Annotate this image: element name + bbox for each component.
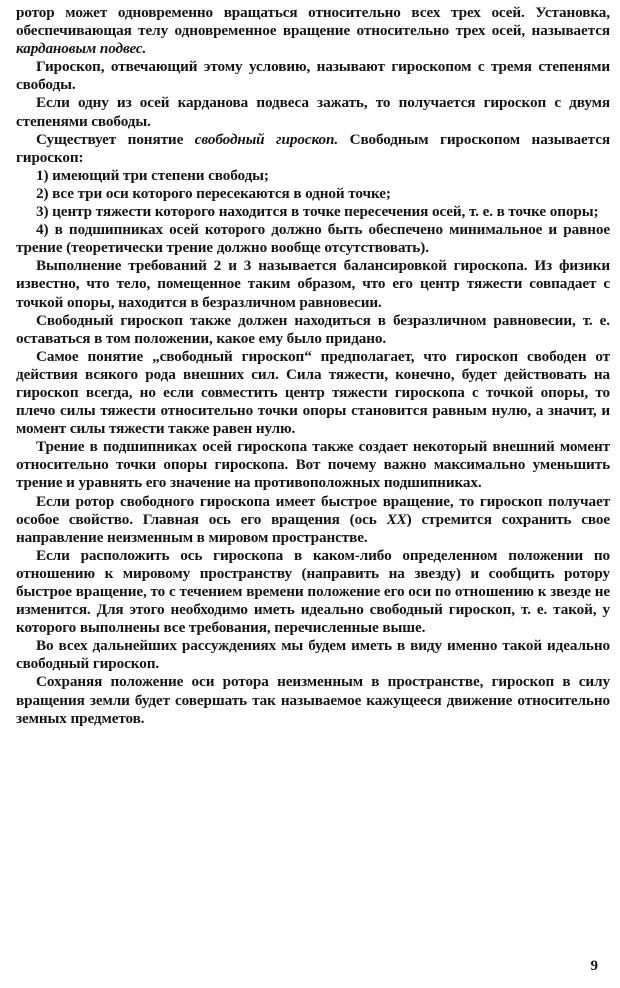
free-gyro-post: Свободным гироскопом называется гироскоп: (16, 130, 610, 166)
paragraph-free-gyroscope-definition (16, 131, 610, 167)
paragraph-external-forces: Самое понятие „свободный гироскоп“ предполагает, что гироскоп свободен от действия всякого рода внешних сил. Сила тяжести, конечно, будет действовать на гироскоп всегда, но если совместить центр тяжести гироскопа с точкой опоры, то плечо силы тяжести относительно точки опоры становится равным нулю, а значит, и момент силы тяжести также равен нулю. (16, 347, 610, 438)
paragraph-apparent-motion: Сохраняя положение оси ротора неизменным в пространстве, гироскоп в силу вращения земли будет совершать так называемое кажущееся движение относительно земных предметов. (16, 673, 610, 727)
paragraph-rotor-axes (16, 4, 610, 58)
paragraph-friction: Трение в подшипниках осей гироскопа также создает некоторый внешний момент относительно точки опоры гироскопа. Вот почему важно максимально уменьшить трение и уравнять его значение на противоположных подшипниках. (16, 438, 610, 492)
paragraph-rotor-axes-text: ротор может одновременно вращаться относительно всех трех осей. Установка, обеспечивающая телу одновременное вращение относительно трех осей, называется (16, 4, 610, 40)
list-item-2: 2) все три оси которого пересекаются в одной точке; (36, 184, 391, 202)
paragraph-three-degrees: Гироскоп, отвечающий этому условию, называют гироскопом с тремя степенями свободы. (16, 58, 610, 94)
page-number: 9 (590, 958, 598, 974)
list-item-3: 3) центр тяжести которого находится в точке пересечения осей, т. е. в точке опоры; (36, 203, 599, 221)
axis-xx-label: XX (386, 510, 407, 528)
paragraph-balancing: Выполнение требований 2 и 3 называется балансировкой гироскопа. Из физики известно, что тело, помещенное таким образом, что его центр тяжести совпадает с точкой опоры, находится в безразличном равновесии. (16, 257, 610, 311)
paragraph-star-orientation: Если расположить ось гироскопа в каком-либо определенном положении по отношению к мировому пространству (направить на звезду) и сообщить ротору быстрое вращение, то с течением времени положение его оси по отношению к звезде не изменится. Для этого необходимо иметь идеально свободный гироскоп, т. е. такой, у которого выполнены все требования, перечисленные выше. (16, 546, 610, 637)
list-item-4: 4) в подшипниках осей которого должно быть обеспечено минимальное и равное трение (теоретически трение должно вообще отсутствовать). (16, 221, 610, 257)
list-item-1: 1) имеющий три степени свободы; (36, 166, 269, 184)
page-body (16, 4, 610, 728)
rotation-pre: Если ротор свободного гироскопа имеет быстрое вращение, то гироскоп получает особое свойство. Главная ось его вращения (ось (16, 492, 610, 528)
paragraph-rotation-property (16, 493, 610, 547)
paragraph-ideal-gyroscope: Во всех дальнейших рассуждениях мы будем иметь в виду именно такой идеально свободный гироскоп. (16, 637, 610, 673)
free-gyroscope-term: свободный гироскоп. (194, 130, 339, 148)
free-gyro-pre: Существует понятие (36, 130, 195, 148)
paragraph-two-degrees: Если одну из осей карданова подвеса зажать, то получается гироскоп с двумя степенями свободы. (16, 94, 610, 130)
rotation-post: ) стремится сохранить свое направление неизменным в мировом пространстве. (16, 510, 610, 546)
cardan-suspension-term: кардановым подвес. (16, 40, 147, 58)
paragraph-indifferent-equilibrium: Свободный гироскоп также должен находиться в безразличном равновесии, т. е. оставаться в том положении, какое ему было придано. (16, 311, 610, 347)
